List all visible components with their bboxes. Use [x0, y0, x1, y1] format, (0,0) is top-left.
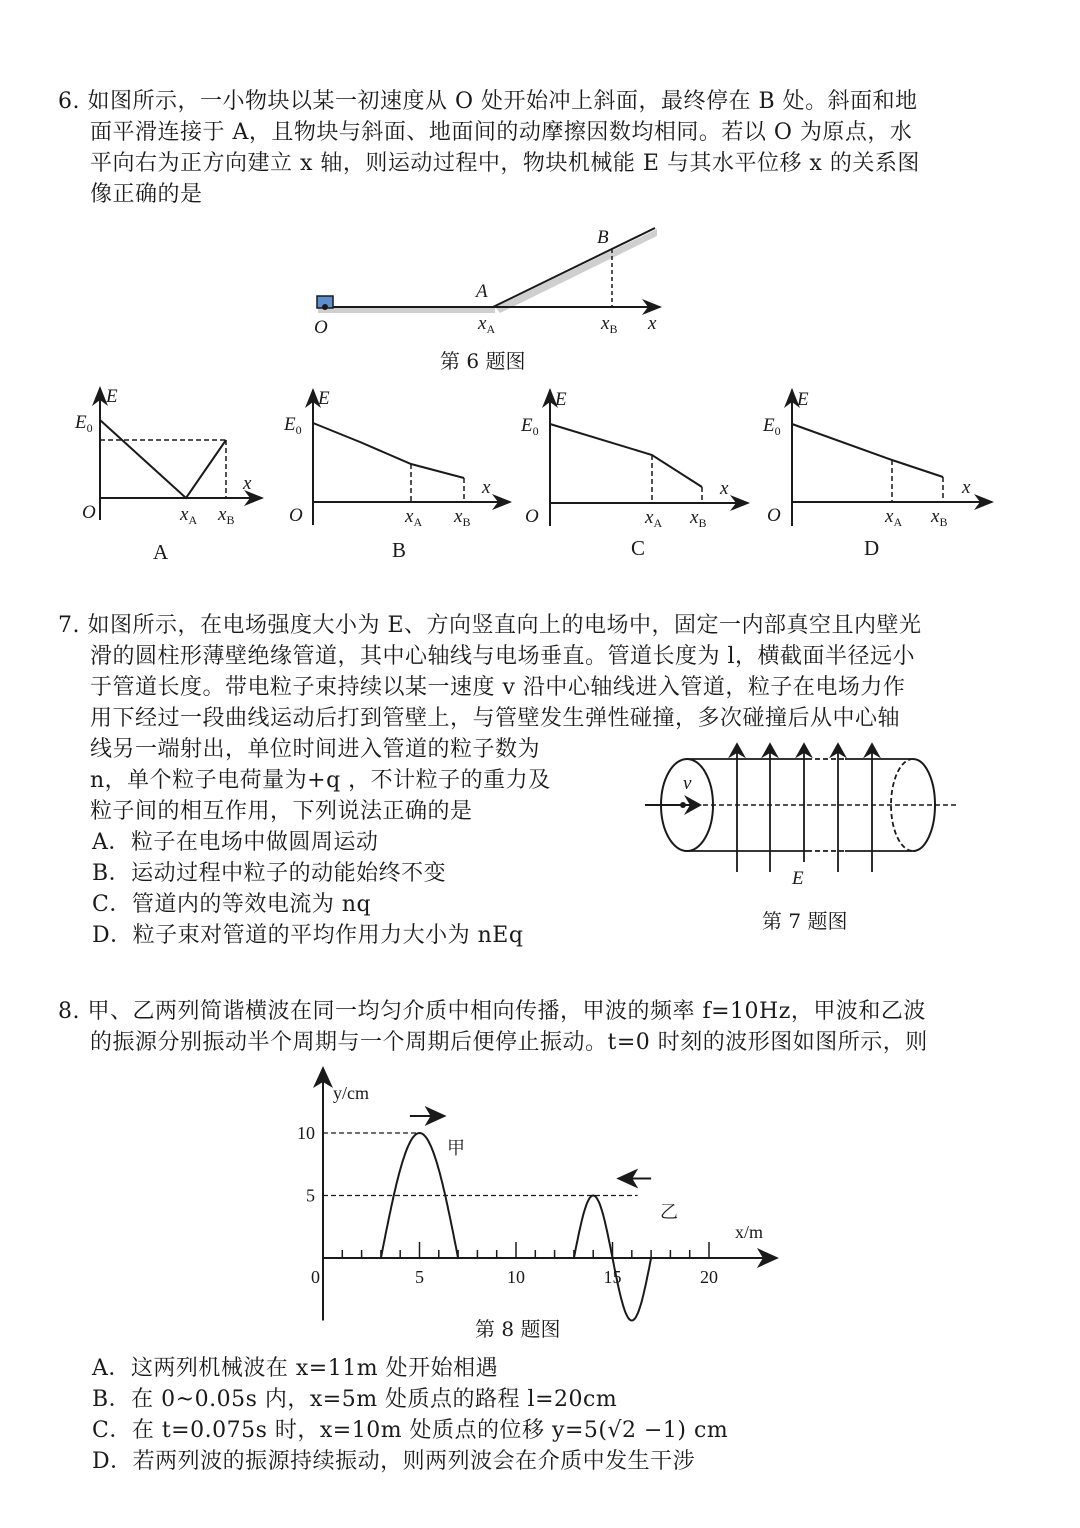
q7-option-A[interactable]: A．粒子在电场中做圆周运动 [92, 830, 379, 855]
graph-B-E: E [318, 388, 330, 409]
q8-option-C[interactable]: C．在 t=0.075s 时，x=10m 处质点的位移 y=5(√2 −1) cm [92, 1418, 729, 1443]
graph-A-xB: $x_B$ [218, 504, 235, 527]
q6-line-1: 6. 如图所示，一小物块以某一初速度从 O 处开始冲上斜面，最终停在 B 处。斜面和地 [58, 89, 918, 114]
graph-A-O: O [82, 502, 96, 523]
q7-figure-caption: 第 7 题图 [762, 909, 848, 933]
graph-B-x: x [482, 477, 491, 498]
series-label-yi: 乙 [660, 1202, 678, 1222]
q7-line-2: 滑的圆柱形薄壁绝缘管道，其中心轴线与电场垂直。管道长度为 l，横截面半径远小 [90, 644, 916, 669]
graph-A-E: E [106, 386, 118, 407]
q6-option-A[interactable]: A [153, 540, 169, 564]
graph-D-E0: $E_0$ [763, 415, 781, 438]
graph-A-x: x [243, 473, 252, 494]
label-x: x [648, 313, 657, 334]
label-v: v [683, 773, 692, 794]
y-tick-label: 10 [297, 1123, 315, 1143]
q7-line-3: 于管道长度。带电粒子束持续以某一速度 v 沿中心轴线进入管道，粒子在电场力作 [90, 675, 906, 700]
label-O: O [314, 317, 328, 338]
q8-option-B[interactable]: B．在 0~0.05s 内，x=5m 处质点的路程 l=20cm [92, 1387, 618, 1412]
graph-B-xB: $x_B$ [454, 506, 471, 529]
q8-figure-caption: 第 8 题图 [475, 1317, 561, 1341]
graph-B-E0: $E_0$ [284, 414, 302, 437]
q6-line-4: 像正确的是 [90, 182, 203, 207]
x-tick-label: 15 [603, 1267, 622, 1287]
q8-line-1: 8. 甲、乙两列简谐横波在同一均匀介质中相向传播，甲波的频率 f=10Hz，甲波和乙波 [58, 999, 926, 1024]
chart-ylabel: y/cm [333, 1083, 369, 1103]
label-xB: $x_B$ [601, 313, 618, 336]
graph-C-E: E [555, 389, 567, 410]
q7-line-4: 用下经过一段曲线运动后打到管壁上，与管壁发生弹性碰撞，多次碰撞后从中心轴 [90, 706, 901, 731]
q6-option-B[interactable]: B [392, 538, 407, 562]
graph-A-E0: $E_0$ [75, 412, 93, 435]
chart-xlabel: x/m [735, 1222, 764, 1242]
q7-line-7: 粒子间的相互作用，下列说法正确的是 [90, 799, 473, 824]
q7-line-1: 7. 如图所示，在电场强度大小为 E、方向竖直向上的电场中，固定一内部真空且内壁光 [58, 613, 922, 638]
q6-option-C[interactable]: C [631, 536, 646, 560]
graph-C-O: O [525, 506, 539, 527]
graph-A-xA: $x_A$ [180, 504, 198, 527]
q7-line-6: n，单个粒子电荷量为+q ，不计粒子的重力及 [90, 768, 551, 793]
q6-option-D[interactable]: D [864, 536, 880, 560]
q6-line-3: 平向右为正方向建立 x 轴，则运动过程中，物块机械能 E 与其水平位移 x 的关系图 [90, 151, 920, 176]
x-tick-label: 0 [311, 1267, 320, 1287]
x-tick-label: 20 [700, 1267, 718, 1287]
q8-option-D[interactable]: D．若两列波的振源持续振动，则两列波会在介质中发生干涉 [92, 1449, 696, 1474]
graph-C-xA: $x_A$ [645, 507, 663, 530]
series-label-jia: 甲 [447, 1138, 465, 1158]
label-A: A [476, 281, 488, 302]
label-E: E [792, 868, 804, 889]
graph-D-O: O [767, 505, 781, 526]
graph-C-xB: $x_B$ [690, 507, 707, 530]
q8-option-A[interactable]: A．这两列机械波在 x=11m 处开始相遇 [92, 1356, 499, 1381]
q8-line-2: 的振源分别振动半个周期与一个周期后便停止振动。t=0 时刻的波形图如图所示，则 [90, 1030, 928, 1055]
graph-C-x: x [720, 478, 729, 499]
graph-D-E: E [797, 389, 809, 410]
graph-D-x: x [962, 477, 971, 498]
label-B: B [597, 227, 609, 248]
label-xA: $x_A$ [478, 313, 496, 336]
x-tick-label: 10 [507, 1267, 525, 1287]
q7-line-5: 线另一端射出，单位时间进入管道的粒子数为 [90, 737, 541, 762]
graph-D-xA: $x_A$ [885, 506, 903, 529]
x-tick-label: 5 [415, 1267, 424, 1287]
q7-option-C[interactable]: C．管道内的等效电流为 nq [92, 892, 372, 917]
q7-option-B[interactable]: B．运动过程中粒子的动能始终不变 [92, 861, 447, 886]
graph-B-xA: $x_A$ [405, 506, 423, 529]
q6-figure-caption: 第 6 题图 [440, 349, 526, 373]
graph-D-xB: $x_B$ [931, 506, 948, 529]
y-tick-label: 5 [306, 1185, 315, 1206]
graph-C-E0: $E_0$ [521, 415, 539, 438]
q7-option-D[interactable]: D．粒子束对管道的平均作用力大小为 nEq [92, 923, 524, 948]
graph-B-O: O [289, 505, 303, 526]
q6-line-2: 面平滑连接于 A，且物块与斜面、地面间的动摩擦因数均相同。若以 O 为原点，水 [90, 120, 913, 145]
